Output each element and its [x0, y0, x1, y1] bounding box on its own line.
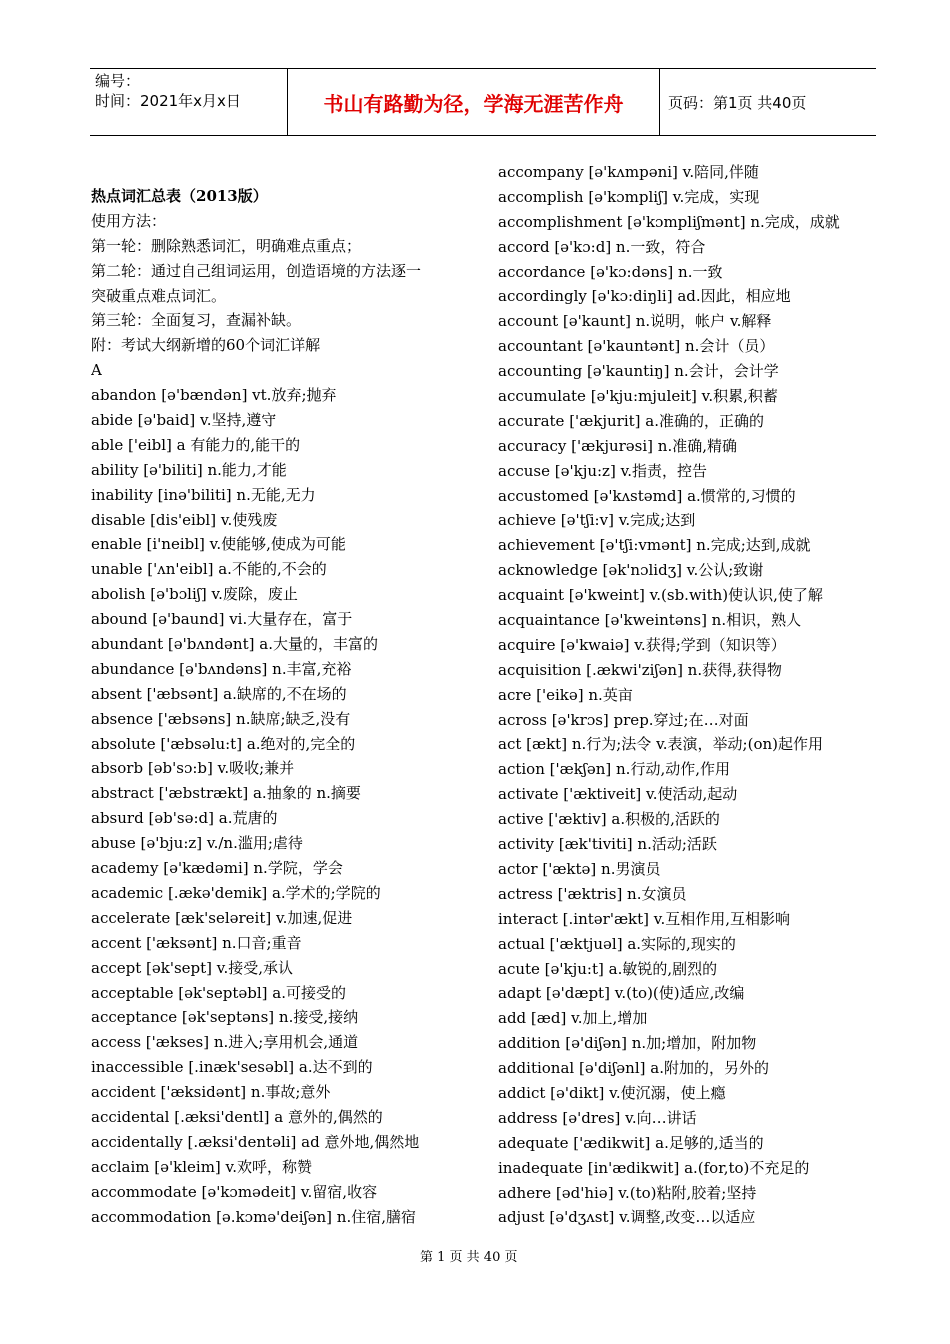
- intro-line: 第三轮：全面复习，查漏补缺。: [91, 311, 302, 330]
- vocab-entry: absurd [əb'sə:d] a.荒唐的: [91, 809, 278, 828]
- vocab-entry: accommodation [ə.kɔmə'deiʃən] n.住宿,膳宿: [91, 1207, 416, 1226]
- vocab-entry: acclaim [ə'kleim] v.欢呼，称赞: [91, 1157, 312, 1176]
- vocab-entry: actor ['æktə] n.男演员: [498, 859, 661, 878]
- vocab-entry: inadequate [in'ædikwit] a.(for,to)不充足的: [498, 1158, 810, 1177]
- vocab-entry: accent ['æksənt] n.口音;重音: [91, 933, 302, 952]
- page-footer: 第 1 页 共 40 页: [420, 1250, 518, 1265]
- vocab-entry: acre ['eikə] n.英亩: [498, 685, 633, 704]
- vocab-entry: acquire [ə'kwaiə] v.获得;学到（知识等）: [498, 635, 786, 654]
- vocab-entry: able ['eibl] a 有能力的,能干的: [91, 435, 301, 454]
- right-column: [498, 160, 878, 1230]
- vocab-entry: acute [ə'kju:t] a.敏锐的,剧烈的: [498, 959, 718, 978]
- vocab-entry: abundant [ə'bʌndənt] a.大量的，丰富的: [91, 635, 378, 654]
- vocab-entry: absorb [əb'sɔ:b] v.吸收;兼并: [91, 759, 295, 778]
- vocab-entry: add [æd] v.加上,增加: [498, 1009, 648, 1028]
- vocab-entry: actress ['æktris] n.女演员: [498, 884, 687, 903]
- document-title: 热点词汇总表（2013版）: [91, 187, 268, 205]
- vocab-entry: absolute ['æbsəlu:t] a.绝对的,完全的: [91, 734, 356, 753]
- vocab-entry: action ['ækʃən] n.行动,动作,作用: [498, 760, 730, 779]
- vocab-entry: active ['æktiv] a.积极的,活跃的: [498, 810, 720, 829]
- vocab-entry: accuse [ə'kju:z] v.指责，控告: [498, 461, 708, 480]
- motto: 书山有路勤为径，学海无涯苦作舟: [287, 69, 660, 135]
- vocab-entry: enable [i'neibl] v.使能够,使成为可能: [91, 535, 346, 554]
- vocab-entry: abuse [ə'bju:z] v./n.滥用;虐待: [91, 834, 303, 853]
- vocab-entry: accept [ək'sept] v.接受,承认: [91, 958, 294, 977]
- vocab-entry: across [ə'krɔs] prep.穿过;在…对面: [498, 710, 749, 729]
- vocab-entry: actual ['æktjuəl] a.实际的,现实的: [498, 934, 736, 953]
- intro-line: 突破重点难点词汇。: [91, 286, 227, 305]
- vocab-entry: accustomed [ə'kʌstəmd] a.惯常的,习惯的: [498, 486, 796, 505]
- vocab-entry: accelerate [æk'seləreit] v.加速,促进: [91, 908, 353, 927]
- vocab-entry: acquaintance [ə'kweintəns] n.相识，熟人: [498, 611, 802, 630]
- vocab-entry: abstract ['æbstrækt] a.抽象的 n.摘要: [91, 784, 361, 803]
- vocab-entry: access ['ækses] n.进入;享用机会,通道: [91, 1033, 359, 1052]
- vocab-entry: abide [ə'baid] v.坚持,遵守: [91, 411, 277, 430]
- vocab-entry: interact [.intər'ækt] v.互相作用,互相影响: [498, 909, 791, 928]
- vocab-entry: adapt [ə'dæpt] v.(to)(使)适应,改编: [498, 984, 745, 1003]
- vocab-entry: account [ə'kaunt] n.说明，帐户 v.解释: [498, 312, 772, 331]
- vocab-entry: accompany [ə'kʌmpəni] v.陪同,伴随: [498, 163, 759, 181]
- vocab-entry: accidental [.æksi'dentl] a 意外的,偶然的: [91, 1107, 383, 1126]
- vocab-entry: acquisition [.ækwi'ziʃən] n.获得,获得物: [498, 660, 782, 679]
- vocab-entry: activate ['æktiveit] v.使活动,起动: [498, 785, 738, 804]
- vocab-entry: acceptable [ək'septəbl] a.可接受的: [91, 983, 346, 1002]
- vocab-entry: accordance [ə'kɔ:dəns] n.一致: [498, 262, 723, 281]
- vocab-entry: additional [ə'diʃənl] a.附加的，另外的: [498, 1059, 769, 1078]
- intro-line: A: [91, 361, 102, 380]
- vocab-entry: absent ['æbsənt] a.缺席的,不在场的: [91, 684, 347, 703]
- vocab-entry: acceptance [ək'septəns] n.接受,接纳: [91, 1008, 359, 1027]
- vocab-entry: disable [dis'eibl] v.使残废: [91, 510, 278, 529]
- time-label: 时间：2021年x月x日: [95, 92, 241, 110]
- vocab-entry: accountant [ə'kauntənt] n.会计（员）: [498, 337, 775, 356]
- vocab-entry: inability [inə'biliti] n.无能,无力: [91, 485, 316, 504]
- vocab-entry: accomplishment [ə'kɔmpliʃmənt] n.完成，成就: [498, 212, 840, 231]
- vocab-entry: unable ['ʌn'eibl] a.不能的,不会的: [91, 560, 327, 579]
- vocab-entry: accounting [ə'kauntiŋ] n.会计，会计学: [498, 362, 779, 381]
- vocab-entry: accommodate [ə'kɔmədeit] v.留宿,收容: [91, 1182, 378, 1201]
- intro-line: 第二轮：通过自己组词运用，创造语境的方法逐一: [91, 261, 422, 280]
- page-info: 页码：第1页 共40页: [668, 93, 807, 112]
- vocab-entry: achievement [ə'tʃi:vmənt] n.完成;达到,成就: [498, 536, 811, 555]
- vocab-entry: abundance [ə'bʌndəns] n.丰富,充裕: [91, 659, 352, 678]
- vocab-entry: accident ['æksidənt] n.事故;意外: [91, 1083, 331, 1102]
- vocab-entry: acknowledge [ək'nɔlidʒ] v.公认;致谢: [498, 561, 764, 580]
- vocab-entry: adjust [ə'dʒʌst] v.调整,改变…以适应: [498, 1208, 756, 1227]
- vocab-entry: abolish [ə'bɔliʃ] v.废除，废止: [91, 585, 298, 604]
- vocab-entry: accumulate [ə'kju:mjuleit] v.积累,积蓄: [498, 387, 778, 406]
- intro-line: 第一轮：删除熟悉词汇，明确难点重点；: [91, 236, 362, 255]
- serial-label: 编号：: [95, 72, 141, 90]
- vocab-entry: abound [ə'baund] vi.大量存在，富于: [91, 610, 353, 629]
- header-table: [90, 68, 876, 136]
- vocab-entry: accidentally [.æksi'dentəli] ad 意外地,偶然地: [91, 1132, 420, 1151]
- vocab-entry: addict [ə'dikt] v.使沉溺，使上瘾: [498, 1083, 726, 1102]
- vocab-entry: accord [ə'kɔ:d] n.一致，符合: [498, 237, 706, 256]
- vocab-entry: academy [ə'kædəmi] n.学院，学会: [91, 859, 343, 878]
- intro-line: 附：考试大纲新增的60个词汇详解: [91, 336, 321, 355]
- vocab-entry: accuracy ['ækjurəsi] n.准确,精确: [498, 436, 737, 455]
- vocab-entry: accurate ['ækjurit] a.准确的，正确的: [498, 411, 764, 430]
- vocab-entry: address [ə'dres] v.向…讲话: [498, 1108, 697, 1127]
- vocab-entry: abandon [ə'bændən] vt.放弃;抛弃: [91, 386, 337, 405]
- vocab-entry: absence ['æbsəns] n.缺席;缺乏,没有: [91, 709, 351, 728]
- vocab-entry: accomplish [ə'kɔmpliʃ] v.完成，实现: [498, 187, 760, 206]
- intro-line: 使用方法：: [91, 211, 167, 230]
- vocab-entry: accordingly [ə'kɔ:diŋli] ad.因此，相应地: [498, 287, 791, 306]
- vocab-entry: adhere [əd'hiə] v.(to)粘附,胶着;坚持: [498, 1183, 757, 1202]
- vocab-entry: inaccessible [.inæk'sesəbl] a.达不到的: [91, 1058, 373, 1077]
- vocab-entry: ability [ə'biliti] n.能力,才能: [91, 460, 287, 479]
- vocab-entry: adequate ['ædikwit] a.足够的,适当的: [498, 1133, 764, 1152]
- vocab-entry: activity [æk'tiviti] n.活动;活跃: [498, 835, 717, 854]
- left-column: [91, 184, 476, 1229]
- vocab-entry: addition [ə'diʃən] n.加;增加，附加物: [498, 1034, 757, 1053]
- vocab-entry: acquaint [ə'kweint] v.(sb.with)使认识,使了解: [498, 586, 823, 605]
- vocab-entry: academic [.ækə'demik] a.学术的;学院的: [91, 883, 381, 902]
- header-meta: [90, 69, 287, 135]
- vocab-entry: act [ækt] n.行为;法令 v.表演，举动;(on)起作用: [498, 735, 823, 754]
- vocab-entry: achieve [ə'tʃi:v] v.完成;达到: [498, 511, 696, 530]
